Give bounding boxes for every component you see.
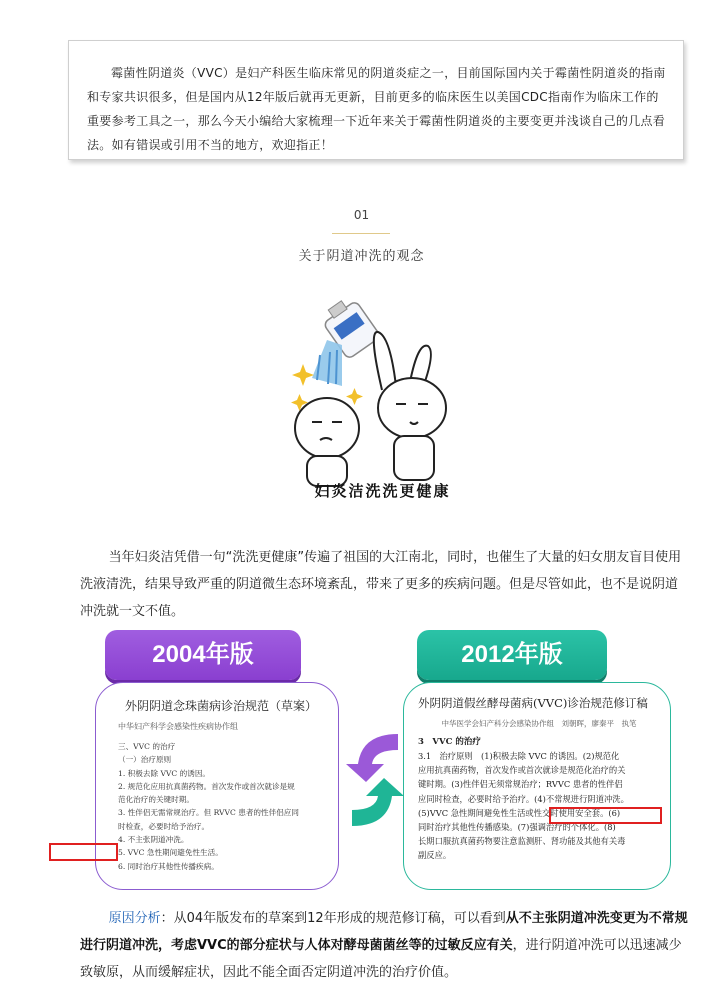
doc-2004-title: 外阴阴道念珠菌病诊治规范（草案） [124, 699, 317, 713]
badge-2012: 2012年版 [417, 630, 607, 680]
paragraph-2 [80, 905, 688, 986]
intro-text: 霉菌性阴道炎（VVC）是妇产科医生临床常见的阴道炎症之一，目前国际国内关于霉菌性阴道炎的指南和专家共识很多，但是国内从12年版后就再无更新，目前更多的临床医生以美国CDC指南作为临床工作的重要参考工具之一，那么今天小编给大家梳理一下近年来关于霉菌性阴道炎的主要变更并浅谈自己的几点看法。如有错误或引用不当的地方，欢迎指正！ [87, 66, 666, 152]
doc-2004-line: 6. 同时治疗其他性传播疾病。 [118, 861, 219, 871]
rabbit-cartoon-illustration [282, 300, 462, 510]
doc-2004-line: 5. VVC 急性期间避免性生活。 [118, 848, 223, 858]
doc-2012-line: 应同时检查，必要时给予治疗。(4)不常规进行阴道冲洗。 [418, 793, 629, 804]
doc-2004-org: 中华妇产科学会感染性疾病协作组 [118, 722, 238, 731]
doc-2012-line: (5)VVC 急性期间避免性生活或性交时使用安全套。(6) [418, 807, 621, 818]
doc-2004-line: 三、VVC 的治疗 [118, 742, 176, 751]
highlight-2012-not-routine-douching [549, 807, 662, 824]
doc-2012-line: 长期口服抗真菌药物要注意监测肝、肾功能及其他有关毒 [418, 836, 626, 847]
doc-2012-heading: 3 VVC 的治疗 [418, 737, 481, 747]
paragraph-1: 当年妇炎洁凭借一句“洗洗更健康”传遍了祖国的大江南北，同时，也催生了大量的妇女朋友盲目使用洗液清洗，结果导致严重的阴道微生态环境紊乱，带来了更多的疾病问题。但是尽管如此，也不是说阴道冲洗就一文不值。 [80, 550, 682, 619]
doc-2004 [95, 682, 339, 890]
paragraph-2-emphasis: 从不主张阴道冲洗变更为不常规进行阴道冲洗，考虑VVC的部分症状与人体对酵母菌菌丝等的过敏反应有关 [80, 911, 688, 953]
doc-2004-line: 1. 积极去除 VVC 的诱因。 [118, 768, 211, 778]
doc-2004-line: 3. 性伴侣无需常规治疗。但 RVVC 患者的性伴侣应同 [118, 808, 299, 818]
intro-box [68, 40, 684, 160]
cartoon-caption: 妇炎洁洗洗更健康 [314, 482, 451, 500]
section-number: 01 [353, 208, 370, 222]
doc-2004-line: 4. 不主张阴道冲洗。 [118, 835, 189, 845]
highlight-2004-no-douching [49, 843, 118, 861]
doc-2012-line: 应用抗真菌药物，首次发作或首次就诊是规范化治疗的关 [418, 765, 626, 776]
doc-2004-line: 2. 规范化应用抗真菌药物。首次发作或首次就诊是规 [118, 781, 295, 791]
reason-analysis-label: 原因分析 [108, 911, 161, 926]
doc-2012-line: 键时期。(3)性伴侣无须常规治疗；RVVC 患者的性伴侣 [418, 779, 623, 790]
cycle-arrows-icon [340, 720, 410, 840]
doc-2004-line: 范化治疗的关键时期。 [118, 795, 194, 805]
paragraph-2-tail: ，进行阴道冲洗可以迅速减少致敏原，从而缓解症状，因此不能全面否定阴道冲洗的治疗价值。 [80, 938, 682, 980]
section-divider [332, 233, 390, 234]
doc-2012-title: 外阴阴道假丝酵母菌病(VVC)诊治规范修订稿 [418, 696, 648, 710]
doc-2012 [403, 682, 671, 890]
doc-2004-line: 时检查，必要时给予治疗。 [118, 821, 210, 831]
doc-2012-org: 中华医学会妇产科分会感染协作组 刘朝晖，廖秦平 执笔 [441, 719, 637, 728]
badge-2004: 2004年版 [105, 630, 301, 680]
doc-2012-line: 3.1 治疗原则 (1)积极去除 VVC 的诱因。(2)规范化 [418, 751, 620, 761]
doc-2012-line: 副反应。 [418, 850, 452, 861]
doc-2004-line: （一）治疗原则 [118, 755, 172, 765]
doc-2012-line: 同时治疗其他性传播感染。(7)强调治疗的个体化。(8) [418, 822, 616, 833]
paragraph-2-intro: ：从04年版发布的草案到12年形成的规范修订稿，可以看到 [160, 911, 506, 926]
section-title: 关于阴道冲洗的观念 [298, 249, 425, 264]
